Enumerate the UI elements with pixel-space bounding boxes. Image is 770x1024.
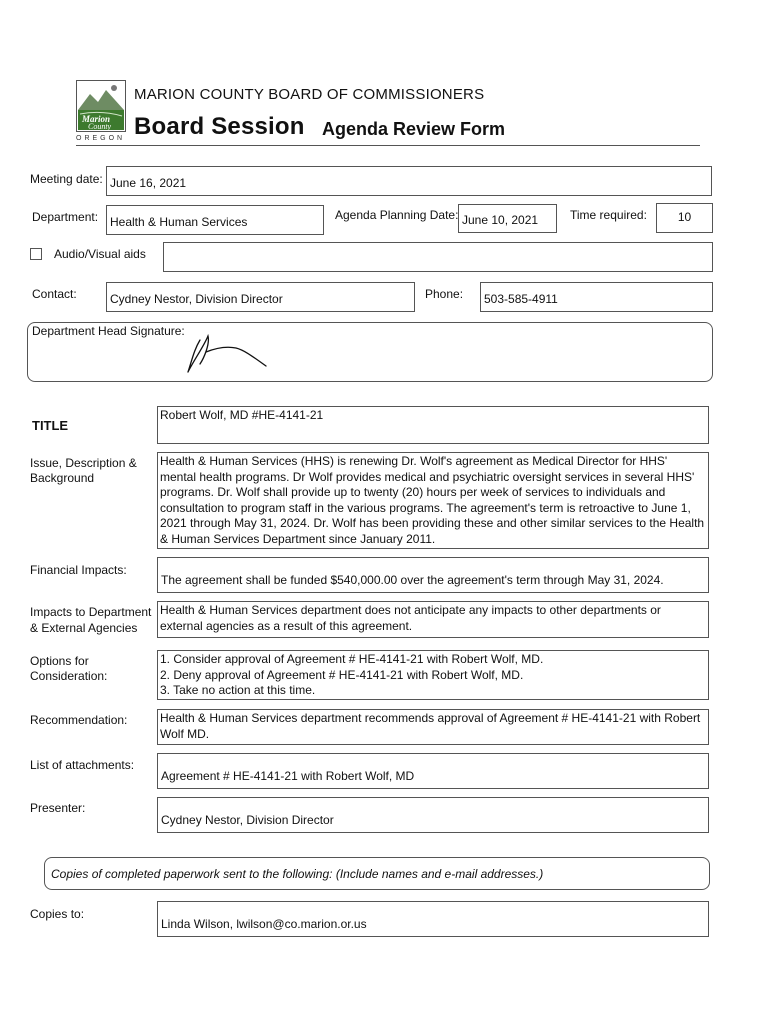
- title-field[interactable]: Robert Wolf, MD #HE-4141-21: [157, 406, 709, 444]
- attachments-field[interactable]: Agreement # HE-4141-21 with Robert Wolf, MD: [157, 753, 709, 789]
- impacts-label-line2: & External Agencies: [30, 621, 138, 635]
- meeting-date-field[interactable]: June 16, 2021: [106, 166, 712, 196]
- time-required-field[interactable]: 10: [656, 203, 713, 233]
- copies-note: Copies of completed paperwork sent to the following: (Include names and e-mail addresses.): [51, 866, 544, 881]
- title-label: TITLE: [32, 418, 69, 433]
- audio-visual-checkbox[interactable]: [30, 248, 42, 260]
- meeting-date-label: Meeting date:: [30, 172, 103, 186]
- issue-label-line2: Background: [30, 471, 95, 485]
- department-field[interactable]: Health & Human Services: [106, 205, 324, 235]
- form-heading: Agenda Review Form: [322, 119, 506, 139]
- financial-field[interactable]: The agreement shall be funded $540,000.00 over the agreement's term through May 31, 2024.: [157, 557, 709, 593]
- contact-label: Contact:: [32, 287, 77, 301]
- options-label-line2: Consideration:: [30, 669, 108, 683]
- financial-label: Financial Impacts:: [30, 563, 127, 577]
- issue-label-line1: Issue, Description &: [30, 456, 137, 470]
- presenter-label: Presenter:: [30, 801, 86, 815]
- svg-text:County: County: [88, 122, 112, 131]
- audio-visual-field[interactable]: [163, 242, 713, 272]
- audio-visual-label: Audio/Visual aids: [54, 247, 146, 261]
- logo-state: OREGON: [76, 135, 126, 142]
- impacts-field[interactable]: Health & Human Services department does not anticipate any impacts to other departments or external agencies as a result of this agreement.: [157, 601, 709, 638]
- option-item: 1. Consider approval of Agreement # HE-4141-21 with Robert Wolf, MD.: [160, 652, 544, 666]
- copies-to-field[interactable]: Linda Wilson, lwilson@co.marion.or.us: [157, 901, 709, 937]
- options-label-line1: Options for: [30, 654, 89, 668]
- option-item: 2. Deny approval of Agreement # HE-4141-21 with Robert Wolf, MD.: [160, 667, 524, 682]
- planning-date-label: Agenda Planning Date:: [335, 208, 459, 222]
- header-divider: [76, 145, 700, 146]
- recommendation-label: Recommendation:: [30, 713, 128, 727]
- issue-field[interactable]: Health & Human Services (HHS) is renewing Dr. Wolf's agreement as Medical Director for HHS' mental health programs. Dr Wolf provides medical and psychiatric oversight services in several HHS' programs. Dr. Wolf shall provide up to twenty (20) hours per week of services to individuals and consultation to program staff in the various programs. The agreement's term is retroactive to June 1, 2021 through May 31, 2024. Dr. Wolf has been providing these and other similar services to the Health & Human Services Department since January 2011.: [157, 452, 709, 549]
- options-field[interactable]: [157, 650, 709, 700]
- impacts-label-line1: Impacts to Department: [30, 605, 152, 619]
- signature-image: [182, 330, 272, 376]
- contact-field[interactable]: Cydney Nestor, Division Director: [106, 282, 415, 312]
- copies-note-box: [44, 857, 710, 890]
- marion-county-logo: [76, 80, 126, 132]
- planning-date-field[interactable]: June 10, 2021: [458, 204, 557, 233]
- signature-label: Department Head Signature:: [32, 324, 185, 338]
- copies-to-label: Copies to:: [30, 907, 85, 921]
- svg-text:Marion: Marion: [82, 114, 111, 124]
- department-label: Department:: [32, 210, 99, 224]
- session-heading: Board Session: [134, 113, 305, 140]
- attachments-label: List of attachments:: [30, 758, 135, 772]
- board-heading: MARION COUNTY BOARD OF COMMISSIONERS: [134, 86, 485, 103]
- phone-label: Phone:: [425, 287, 464, 301]
- phone-field[interactable]: 503-585-4911: [480, 282, 713, 312]
- time-required-label: Time required:: [570, 208, 647, 222]
- option-item: 3. Take no action at this time.: [160, 683, 316, 697]
- presenter-field[interactable]: Cydney Nestor, Division Director: [157, 797, 709, 833]
- recommendation-field[interactable]: Health & Human Services department recommends approval of Agreement # HE-4141-21 with Robert Wolf MD.: [157, 709, 709, 745]
